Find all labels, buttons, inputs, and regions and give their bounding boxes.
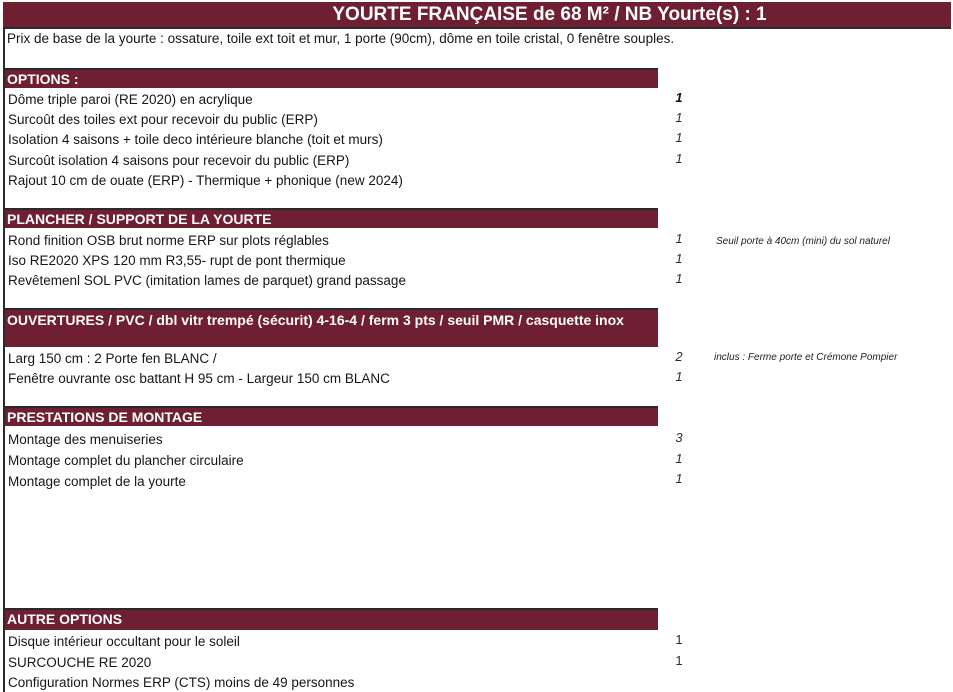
- ouverture-qty: 2: [675, 349, 683, 364]
- section-header-plancher: PLANCHER / SUPPORT DE LA YOURTE: [5, 208, 658, 228]
- left-border: [3, 27, 5, 692]
- ouverture-qty: 1: [675, 369, 683, 384]
- option-qty: 1: [675, 110, 683, 125]
- montage-item: Montage complet de la yourte: [8, 474, 186, 489]
- plancher-qty: 1: [675, 231, 683, 246]
- ouverture-item: Fenêtre ouvrante osc battant H 95 cm - Largeur 150 cm BLANC: [8, 371, 390, 386]
- option-qty: 1: [675, 90, 683, 105]
- plancher-item: Revêtemenl SOL PVC (imitation lames de parquet) grand passage: [8, 273, 406, 288]
- quote-title: YOURTE FRANÇAISE de 68 M² / NB Yourte(s) : 1: [3, 2, 951, 27]
- plancher-qty: 1: [675, 251, 683, 266]
- section-header-options: OPTIONS :: [5, 68, 658, 88]
- inclus-note: inclus : Ferme porte et Crémone Pompier: [714, 352, 898, 363]
- option-item: Surcoût des toiles ext pour recevoir du public (ERP): [8, 112, 318, 127]
- option-item: Dôme triple paroi (RE 2020) en acrylique: [8, 92, 253, 107]
- plancher-qty: 1: [675, 271, 683, 286]
- autre-option-qty: 1: [675, 632, 683, 647]
- option-qty: 1: [675, 130, 683, 145]
- montage-qty: 1: [675, 471, 683, 486]
- title-underline: [3, 27, 951, 29]
- option-qty: 1: [675, 151, 683, 166]
- section-header-montage: PRESTATIONS DE MONTAGE: [5, 406, 658, 426]
- montage-item: Montage des menuiseries: [8, 432, 163, 447]
- plancher-item: Rond finition OSB brut norme ERP sur plots réglables: [8, 233, 329, 248]
- autre-option-item: SURCOUCHE RE 2020: [8, 655, 152, 670]
- base-price-description: Prix de base de la yourte : ossature, toile ext toit et mur, 1 porte (90cm), dôme en toile cristal, 0 fenêtre souples.: [7, 31, 675, 46]
- option-item: Rajout 10 cm de ouate (ERP) - Thermique + phonique (new 2024): [8, 173, 403, 188]
- montage-qty: 3: [675, 430, 683, 445]
- section-header-autre-options: AUTRE OPTIONS: [5, 608, 658, 630]
- option-item: Surcoût isolation 4 saisons pour recevoir du public (ERP): [8, 153, 350, 168]
- plancher-item: Iso RE2020 XPS 120 mm R3,55- rupt de pont thermique: [8, 253, 346, 268]
- autre-option-item: Configuration Normes ERP (CTS) moins de 49 personnes: [8, 675, 355, 690]
- ouverture-item: Larg 150 cm : 2 Porte fen BLANC /: [8, 351, 217, 366]
- seuil-note: Seuil porte à 40cm (mini) du sol naturel: [716, 236, 890, 247]
- montage-item: Montage complet du plancher circulaire: [8, 453, 244, 468]
- section-header-ouvertures: OUVERTURES / PVC / dbl vitr trempé (sécurit) 4-16-4 / ferm 3 pts / seuil PMR / casquette inox: [5, 308, 658, 347]
- autre-option-item: Disque intérieur occultant pour le soleil: [8, 634, 240, 649]
- montage-qty: 1: [675, 451, 683, 466]
- option-item: Isolation 4 saisons + toile deco intérieure blanche (toit et murs): [8, 132, 383, 147]
- autre-option-qty: 1: [675, 653, 683, 668]
